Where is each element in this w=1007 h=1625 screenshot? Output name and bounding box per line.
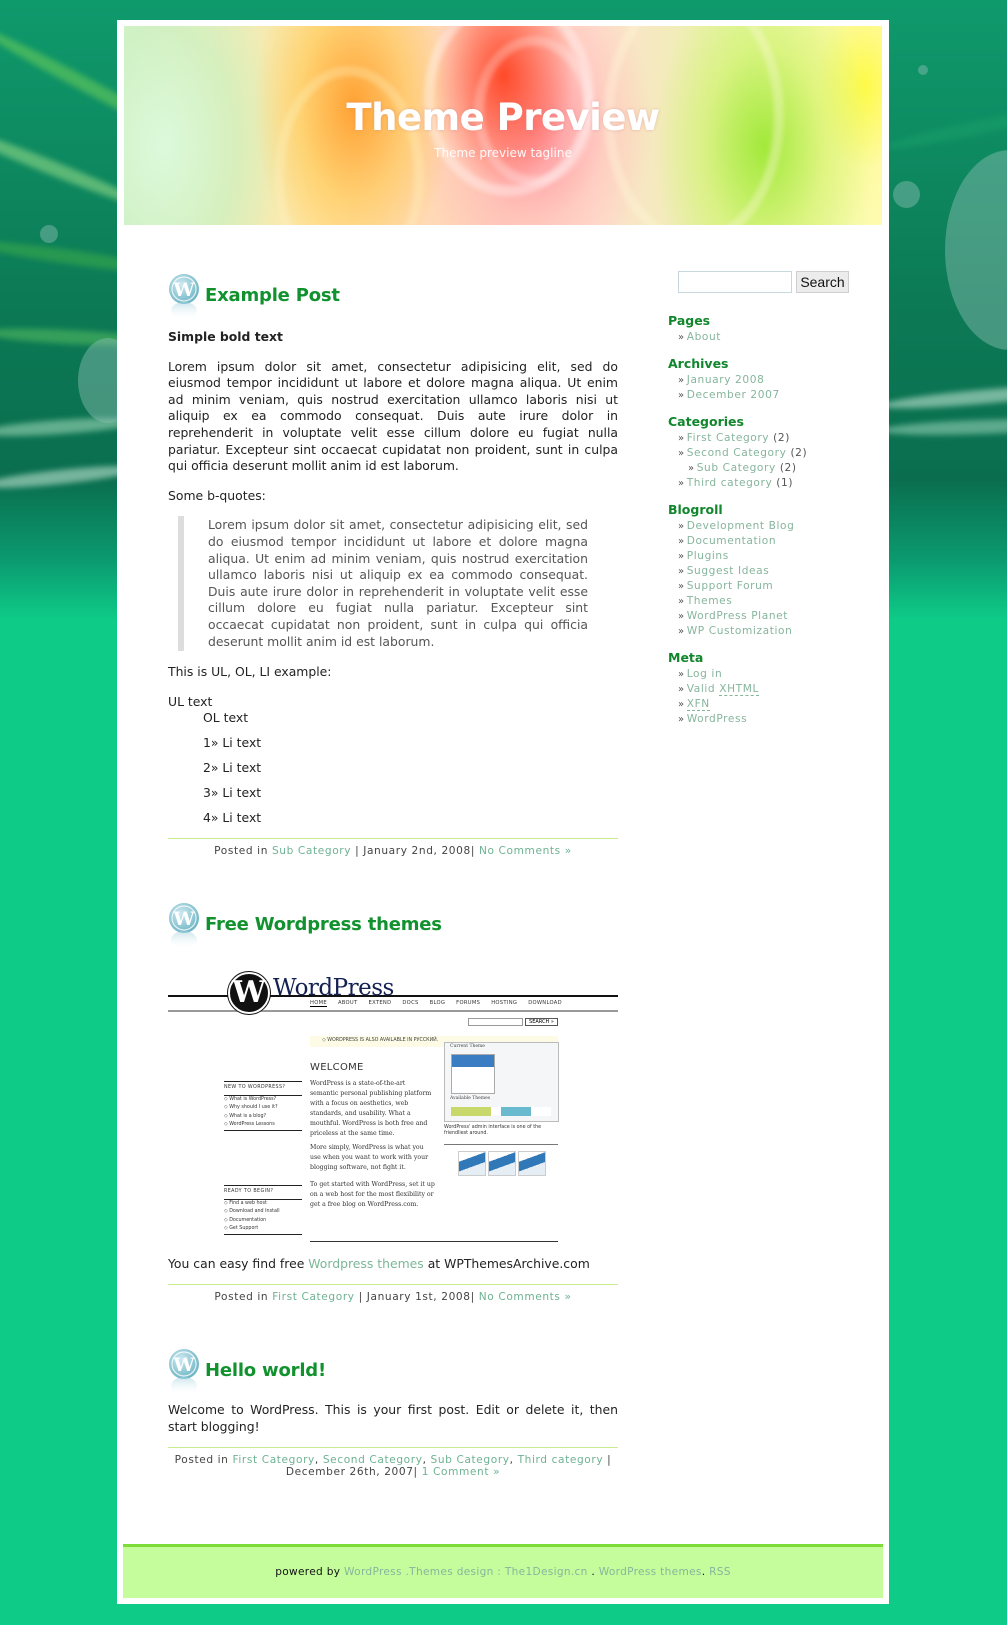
double-chevron-right-icon: » <box>678 478 685 489</box>
double-chevron-right-icon: » <box>688 463 695 474</box>
posted-in-label: Posted in <box>214 844 269 857</box>
comments-link[interactable]: No Comments » <box>478 1290 572 1303</box>
paragraph: Lorem ipsum dolor sit amet, consectetur adipisicing elit, sed do eiusmod tempor incididunt ut labore et dolore magna aliqua. Ut enim ad minim veniam, quis nostrud exercitation ullamco laboris nisi ut aliquip ex ea commodo consequat. Duis aute irure dolor in reprehenderit in voluptate velit esse cillum dolore eu fugiat nulla pariatur. Excepteur sint occaecat cupidatat non proident, sunt in culpa qui officia deserunt mollit anim id est laborum. <box>168 358 618 474</box>
sidebox-item: ◇ Documentation <box>224 1217 267 1223</box>
link-label[interactable]: WordPress <box>686 713 748 725</box>
sidebar-item-valid-xhtml[interactable] <box>668 682 868 697</box>
widget-list <box>668 312 868 737</box>
abbreviation: XHTML <box>719 683 759 695</box>
post-meta <box>168 838 618 858</box>
widget-categories <box>668 413 868 491</box>
widget-pages <box>668 312 868 345</box>
abbreviation: XFN <box>686 698 710 710</box>
post-title[interactable]: Hello world! <box>205 1360 326 1382</box>
sidebar-item-xfn[interactable] <box>668 697 868 712</box>
footer-wordpress-link[interactable]: WordPress <box>344 1566 402 1578</box>
wordpress-logo-icon <box>168 902 200 950</box>
sidebox-item: ◇ What is WordPress? <box>224 1096 277 1102</box>
posted-in-label: Posted in <box>214 1290 269 1303</box>
ol-text: OL text <box>203 710 249 726</box>
main-content <box>168 250 618 1479</box>
footer-rss-link[interactable]: RSS <box>709 1566 731 1578</box>
wordpress-themes-link[interactable]: Wordpress themes <box>308 1256 424 1272</box>
separator: . <box>701 1566 710 1578</box>
list-intro: This is UL, OL, LI example: <box>168 664 332 680</box>
site-footer <box>123 1544 883 1598</box>
link-label[interactable]: Themes <box>686 595 733 607</box>
text: at WPThemesArchive.com <box>423 1256 590 1272</box>
link-label[interactable]: Sub Category <box>696 462 776 474</box>
post-header <box>168 1348 618 1396</box>
sidebar-item-blogroll[interactable] <box>668 564 868 579</box>
sidebox-title: NEW TO WORDPRESS? <box>224 1082 302 1096</box>
widget-blogroll <box>668 501 868 639</box>
site-title[interactable]: Theme Preview <box>346 96 660 139</box>
screenshot-paragraph: More simply, WordPress is what you use when you want to work with your blogging software, not fight it. <box>310 1144 429 1172</box>
double-chevron-right-icon: » <box>678 332 685 343</box>
double-chevron-right-icon: » <box>678 433 685 444</box>
link-label[interactable]: Third category <box>686 477 773 489</box>
sidebox-item: ◇ Why should I use it? <box>224 1105 278 1111</box>
posted-in-label: Posted in <box>174 1453 229 1466</box>
nav-item: ABOUT <box>337 1000 358 1007</box>
category-link[interactable]: Second Category <box>322 1453 423 1466</box>
sidebar-item-blogroll[interactable] <box>668 624 868 639</box>
sidebar-item-blogroll[interactable] <box>668 609 868 624</box>
ul-text: UL text <box>168 693 213 709</box>
link-label[interactable]: About <box>686 331 722 343</box>
nav-item: BLOG <box>429 1000 446 1007</box>
list-item: 2» Li text <box>203 759 262 775</box>
sidebox-title: READY TO BEGIN? <box>224 1186 302 1200</box>
sidebox-item: ◇ Find a web host <box>224 1200 267 1206</box>
blockquote: Lorem ipsum dolor sit amet, consectetur adipisicing elit, sed do eiusmod tempor incididunt ut labore et dolore magna aliqua. Ut enim ad minim veniam, quis nostrud exercitation ullamco laboris nisi ut aliquip ex ea commodo consequat. Duis aute irure dolor in reprehenderit in voluptate velit esse cillum dolore eu fugiat nulla pariatur. Excepteur sint occaecat cupidatat non proident, sunt in culpa qui officia deserunt mollit anim id est laborum. <box>178 516 618 651</box>
link-label[interactable]: Plugins <box>686 550 729 562</box>
sidebar-item-wordpress[interactable] <box>668 712 868 727</box>
post-date: December 26th, 2007| <box>285 1466 418 1479</box>
admin-label: Current Theme <box>450 1044 485 1050</box>
nav-item: HOME <box>310 1000 327 1007</box>
screenshot-thumbnails <box>458 1151 546 1176</box>
site-header <box>124 26 882 225</box>
divider <box>168 1010 618 1012</box>
svg-text:W: W <box>173 908 195 931</box>
bold-text: Simple bold text <box>168 329 283 344</box>
widget-title: Categories <box>668 414 744 429</box>
double-chevron-right-icon: » <box>678 714 685 725</box>
svg-text:W: W <box>173 279 195 301</box>
link-label[interactable]: December 2007 <box>686 389 780 401</box>
category-link[interactable]: Third category <box>517 1453 604 1466</box>
sidebar-item-category[interactable] <box>668 446 868 461</box>
sidebar-item-blogroll[interactable] <box>668 579 868 594</box>
post-header <box>168 273 618 321</box>
widget-archives <box>668 355 868 403</box>
separator: . <box>401 1566 410 1578</box>
screenshot-caption: WordPress' admin interface is one of the friendliest around. <box>444 1125 542 1137</box>
post <box>168 902 618 1303</box>
paragraph <box>168 1256 618 1273</box>
screenshot-paragraph: To get started with WordPress, set it up on a web host for the most flexibility or get a free blog on WordPress.com. <box>310 1181 435 1209</box>
link-label[interactable]: WordPress Planet <box>686 610 789 622</box>
category-link[interactable]: First Category <box>272 1290 355 1303</box>
link-label[interactable] <box>687 698 710 711</box>
sidebar-item-archive[interactable] <box>668 388 868 403</box>
wordpress-logo-icon <box>168 1348 200 1396</box>
sidebar-item-category[interactable] <box>668 431 868 446</box>
category-link[interactable]: First Category <box>232 1453 315 1466</box>
search-form <box>678 271 849 293</box>
sidebar-item-blogroll[interactable] <box>668 519 868 534</box>
double-chevron-right-icon: » <box>678 611 685 622</box>
sidebar-item-blogroll[interactable] <box>668 594 868 609</box>
footer-theme-design-link[interactable]: Themes design : The1Design.cn <box>409 1566 588 1578</box>
double-chevron-right-icon: » <box>678 669 685 680</box>
link-label[interactable]: Log in <box>686 668 723 680</box>
bquote-intro: Some b-quotes: <box>168 487 266 503</box>
screenshot-search-button: SEARCH » <box>525 1018 558 1026</box>
post <box>168 1348 618 1478</box>
post <box>168 273 618 857</box>
sidebar-item-category[interactable] <box>668 461 868 476</box>
screenshot-sidebox <box>224 1081 302 1131</box>
wordpress-screenshot-image <box>168 963 618 1248</box>
post-header <box>168 902 618 950</box>
divider <box>310 1241 558 1242</box>
widget-title: Pages <box>668 313 711 328</box>
sidebox-item: ◇ Get Support <box>224 1226 259 1232</box>
post-meta: Posted in First Category, Second Category, Sub Category, Third category | December 26th, 2007| 1 Comment » <box>168 1447 618 1479</box>
nav-item: DOCS <box>402 1000 419 1007</box>
admin-theme-thumb <box>451 1054 495 1094</box>
double-chevron-right-icon: » <box>678 521 685 532</box>
post-meta <box>168 1284 618 1304</box>
post-date: | January 1st, 2008| <box>358 1290 475 1303</box>
screenshot-welcome: WELCOME <box>310 1062 364 1074</box>
link-label[interactable] <box>687 683 759 696</box>
list-item: 3» Li text <box>203 784 262 800</box>
wordpress-logo-icon <box>168 273 200 321</box>
double-chevron-right-icon: » <box>678 448 685 459</box>
sidebox-item: ◇ Download and Install <box>224 1209 280 1215</box>
category-count: (2) <box>790 447 808 459</box>
list-item: 1» Li text <box>203 734 262 750</box>
double-chevron-right-icon: » <box>678 390 685 401</box>
link-label[interactable]: Development Blog <box>686 520 795 532</box>
screenshot-search-box <box>468 1018 523 1026</box>
screenshot-admin-preview <box>444 1042 559 1122</box>
sidebar-item-blogroll[interactable] <box>668 549 868 564</box>
link-label[interactable]: Support Forum <box>686 580 774 592</box>
admin-label: Available Themes <box>450 1096 491 1102</box>
screenshot-notice: ◇ WORDPRESS IS ALSO AVAILABLE IN РУССКИЙ. <box>310 1036 558 1047</box>
widget-meta <box>668 649 868 727</box>
category-link[interactable]: Sub Category <box>430 1453 510 1466</box>
nav-item: EXTEND <box>368 1000 392 1007</box>
post-date: | January 2nd, 2008| <box>355 844 475 857</box>
comments-link[interactable]: No Comments » <box>478 844 572 857</box>
post-body <box>168 329 618 827</box>
divider <box>444 1144 558 1145</box>
double-chevron-right-icon: » <box>678 566 685 577</box>
sidebox-item: ◇ WordPress Lessons <box>224 1122 275 1128</box>
link-prefix: Valid <box>686 683 720 695</box>
wordpress-wordmark: WordPress <box>273 975 394 1002</box>
link-label[interactable]: Documentation <box>686 535 777 547</box>
double-chevron-right-icon: » <box>678 699 685 710</box>
wordpress-logo-icon: W <box>228 972 270 1014</box>
sidebar-item-blogroll[interactable] <box>668 534 868 549</box>
post-title[interactable]: Free Wordpress themes <box>205 914 442 936</box>
footer-wp-themes-link[interactable]: WordPress themes <box>598 1566 702 1578</box>
link-label[interactable]: WP Customization <box>686 625 793 637</box>
nav-item: DOWNLOAD <box>528 1000 562 1007</box>
list-item: 4» Li text <box>203 809 262 825</box>
screenshot-sidebox <box>224 1185 302 1235</box>
sidebox-item: ◇ What is a blog? <box>224 1113 267 1119</box>
admin-theme-strip <box>451 1107 551 1116</box>
double-chevron-right-icon: » <box>678 551 685 562</box>
link-label[interactable]: First Category <box>686 432 770 444</box>
text: You can easy find free <box>168 1256 309 1272</box>
link-label[interactable]: January 2008 <box>686 374 765 386</box>
category-link[interactable]: Sub Category <box>271 844 352 857</box>
category-count: (2) <box>773 432 790 444</box>
category-count: (1) <box>776 477 794 489</box>
nav-item: HOSTING <box>491 1000 518 1007</box>
double-chevron-right-icon: » <box>678 684 685 695</box>
sidebar-item-about[interactable] <box>668 330 868 345</box>
widget-title: Blogroll <box>668 502 723 517</box>
category-count: (2) <box>779 462 797 474</box>
post-body <box>168 1256 618 1273</box>
paragraph: Welcome to WordPress. This is your first post. Edit or delete it, then start blogging! <box>168 1402 618 1435</box>
site-tagline: Theme preview tagline <box>434 146 572 160</box>
post-body <box>168 1402 618 1435</box>
comments-link[interactable]: 1 Comment » <box>421 1466 501 1479</box>
screenshot-paragraph: WordPress is a state-of-the-art semantic personal publishing platform with a focus on aesthetics, web standards, and usability. What a mouthful. WordPress is both free and priceless at the same time. <box>310 1080 432 1138</box>
screenshot-nav <box>310 1000 562 1007</box>
powered-by-label: powered by <box>275 1566 345 1578</box>
page-frame <box>117 20 889 1604</box>
sidebar-item-login[interactable] <box>668 667 868 682</box>
sidebar-item-category[interactable] <box>668 476 868 491</box>
post-title[interactable]: Example Post <box>205 285 340 306</box>
sidebar-item-archive[interactable] <box>668 373 868 388</box>
double-chevron-right-icon: » <box>678 536 685 547</box>
double-chevron-right-icon: » <box>678 626 685 637</box>
separator: . <box>587 1566 599 1578</box>
double-chevron-right-icon: » <box>678 375 685 386</box>
widget-title: Meta <box>668 650 704 665</box>
double-chevron-right-icon: » <box>678 581 685 592</box>
svg-text:W: W <box>173 1354 195 1377</box>
widget-title: Archives <box>668 356 729 371</box>
link-label[interactable]: Suggest Ideas <box>686 565 770 577</box>
double-chevron-right-icon: » <box>678 596 685 607</box>
nav-item: FORUMS <box>456 1000 481 1007</box>
link-label[interactable]: Second Category <box>686 447 787 459</box>
search-input[interactable] <box>678 271 792 293</box>
search-button[interactable]: Search <box>796 271 849 293</box>
